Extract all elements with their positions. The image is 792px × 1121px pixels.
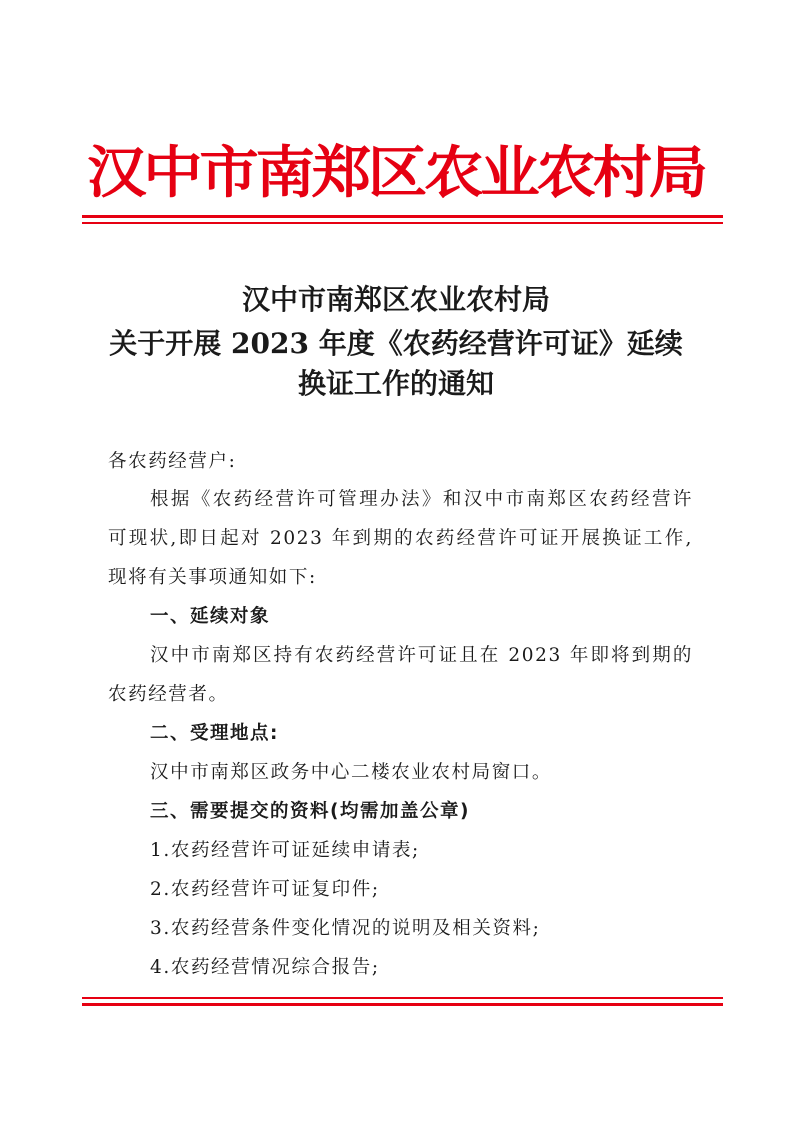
intro-paragraph-line-3: 现将有关事项通知如下: [108,567,317,588]
list-item: 3.农药经营条件变化情况的说明及相关资料; [150,918,541,939]
section-1-line-1: 汉中市南郑区持有农药经营许可证且在 2023 年即将到期的 [150,645,693,666]
document-title-line-3: 换证工作的通知 [297,367,494,400]
section-2-heading: 二、受理地点: [150,723,279,744]
intro-paragraph-line-2: 可现状,即日起对 2023 年到期的农药经营许可证开展换证工作, [108,528,693,549]
document-title-line-1: 汉中市南郑区农业农村局 [241,283,550,316]
footer-rule-thick [82,1003,723,1006]
masthead-rule-thin [82,222,723,224]
section-1-heading: 一、延续对象 [150,606,271,627]
footer-rule-thin [82,997,723,999]
list-item: 4.农药经营情况综合报告; [150,957,380,978]
masthead-rule-thick [82,215,723,218]
section-1-line-2: 农药经营者。 [108,684,229,705]
document-title-line-2: 关于开展 2023 年度《农药经营许可证》延续 [109,327,683,360]
section-3-heading: 三、需要提交的资料(均需加盖公章) [150,801,470,822]
list-item: 2.农药经营许可证复印件; [150,879,380,900]
masthead-org-name: 汉中市南郑区农业农村局 [87,140,705,206]
list-item: 1.农药经营许可证延续申请表; [150,840,420,861]
intro-paragraph-line-1: 根据《农药经营许可管理办法》和汉中市南郑区农药经营许 [150,489,693,510]
section-2-line-1: 汉中市南郑区政务中心二楼农业农村局窗口。 [150,762,553,783]
salutation: 各农药经营户: [108,451,237,472]
